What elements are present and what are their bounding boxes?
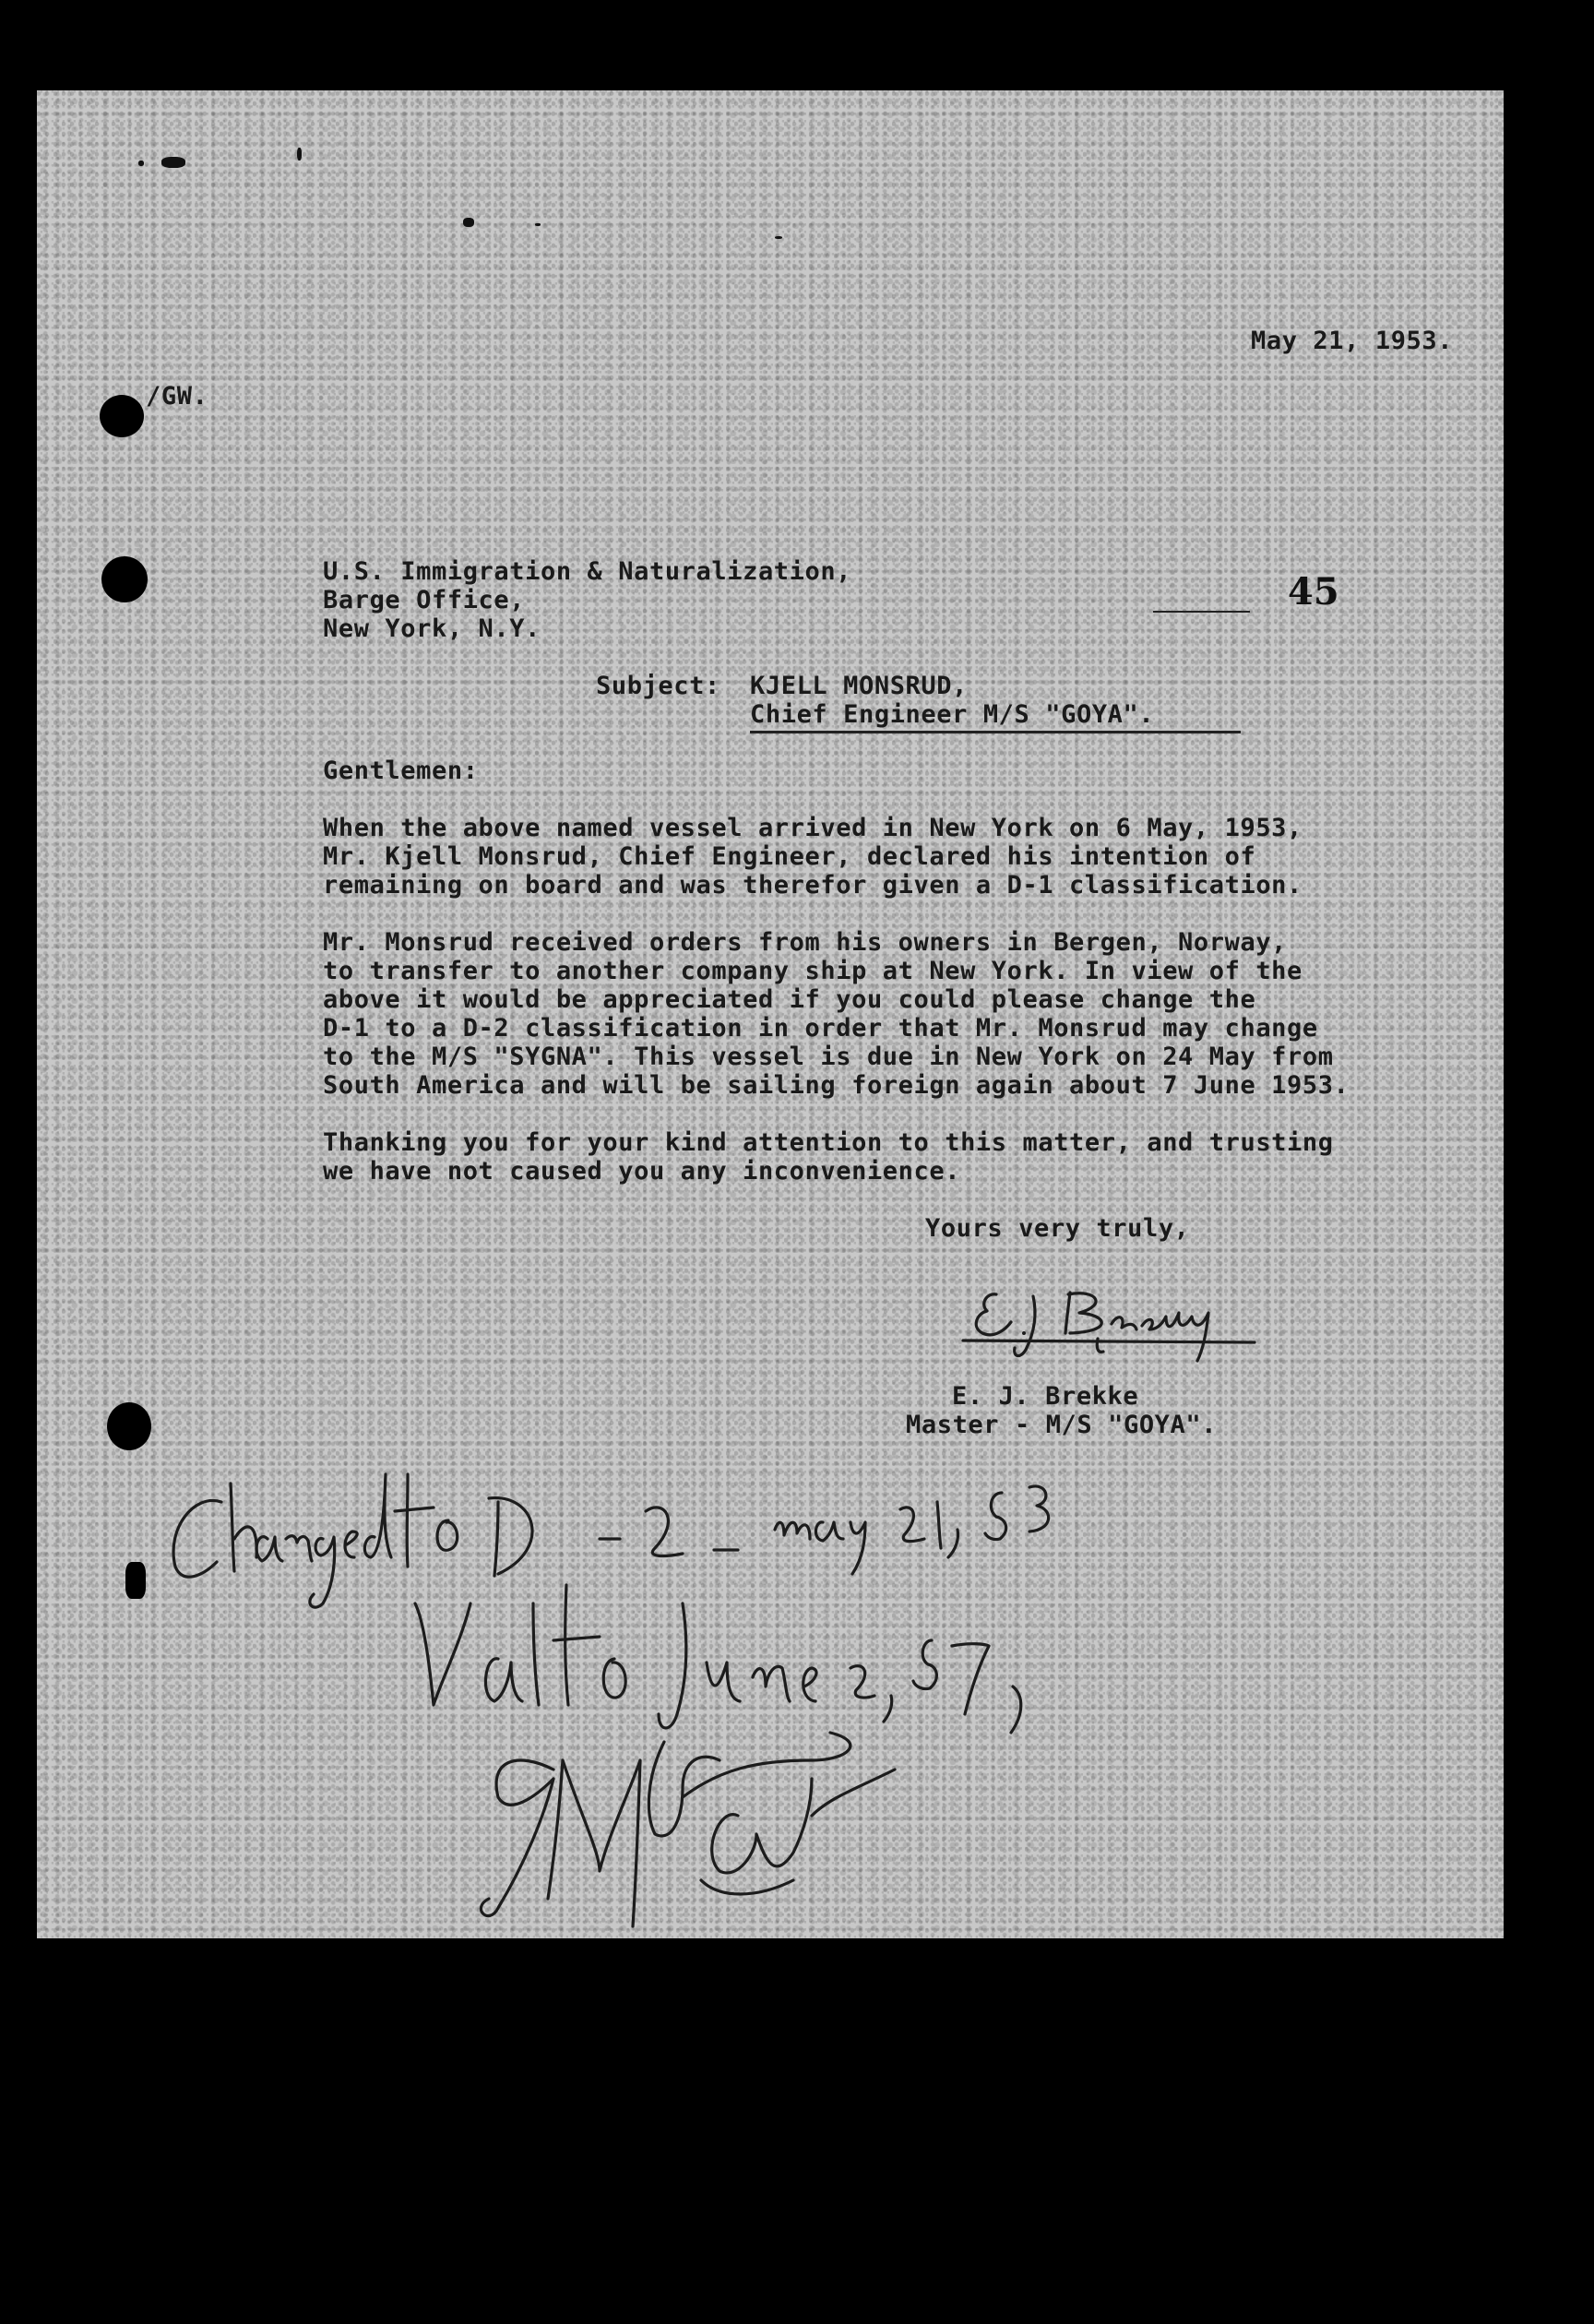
- recipient-line-1: U.S. Immigration & Naturalization,: [323, 557, 852, 586]
- scan-speck: [463, 218, 474, 227]
- reference-mark: /GW.: [146, 382, 208, 411]
- subject-vessel: Chief Engineer M/S "GOYA".: [750, 700, 1155, 729]
- paragraph-3-line: we have not caused you any inconvenience.: [323, 1157, 961, 1186]
- paragraph-2-line: to transfer to another company ship at New York. In view of the: [323, 957, 1303, 985]
- subject-underline: [750, 731, 1241, 733]
- recipient-line-2: Barge Office,: [323, 586, 526, 614]
- signer-title: Master - M/S "GOYA".: [906, 1411, 1218, 1439]
- signature-brekke: [959, 1276, 1264, 1368]
- recipient-line-3: New York, N.Y.: [323, 614, 541, 643]
- paragraph-1-line: When the above named vessel arrived in New York on 6 May, 1953,: [323, 814, 1303, 842]
- punch-hole: [125, 1562, 146, 1599]
- signer-name: E. J. Brekke: [952, 1382, 1139, 1411]
- punch-hole: [107, 1402, 151, 1450]
- punch-hole: [101, 556, 148, 602]
- subject-name: KJELL MONSRUD,: [750, 672, 968, 700]
- scan-speck: [138, 161, 144, 166]
- scan-speck: [161, 157, 185, 168]
- scan-speck: [775, 236, 782, 239]
- file-number-rule: [1153, 611, 1250, 613]
- file-number: 45: [1288, 570, 1339, 614]
- paragraph-2-line: Mr. Monsrud received orders from his owners in Bergen, Norway,: [323, 928, 1288, 957]
- paragraph-2-line: South America and will be sailing foreign again about 7 June 1953.: [323, 1071, 1350, 1100]
- letter-page: [37, 90, 1504, 1938]
- paragraph-3-line: Thanking you for your kind attention to this matter, and trusting: [323, 1128, 1334, 1157]
- paragraph-1-line: remaining on board and was therefor given a D-1 classification.: [323, 871, 1303, 900]
- scan-speck: [535, 223, 541, 226]
- paragraph-1-line: Mr. Kjell Monsrud, Chief Engineer, declared his intention of: [323, 842, 1256, 871]
- punch-hole: [100, 395, 144, 437]
- letter-date: May 21, 1953.: [1251, 327, 1454, 355]
- paragraph-2-line: above it would be appreciated if you could please change the: [323, 985, 1256, 1014]
- scan-speck: [297, 148, 302, 161]
- handwritten-note: [166, 1465, 1255, 1938]
- salutation: Gentlemen:: [323, 757, 479, 785]
- paragraph-2-line: to the M/S "SYGNA". This vessel is due in New York on 24 May from: [323, 1043, 1334, 1071]
- subject-label: Subject:: [596, 672, 720, 700]
- closing: Yours very truly,: [925, 1214, 1190, 1243]
- paragraph-2-line: D-1 to a D-2 classification in order that Mr. Monsrud may change: [323, 1014, 1318, 1043]
